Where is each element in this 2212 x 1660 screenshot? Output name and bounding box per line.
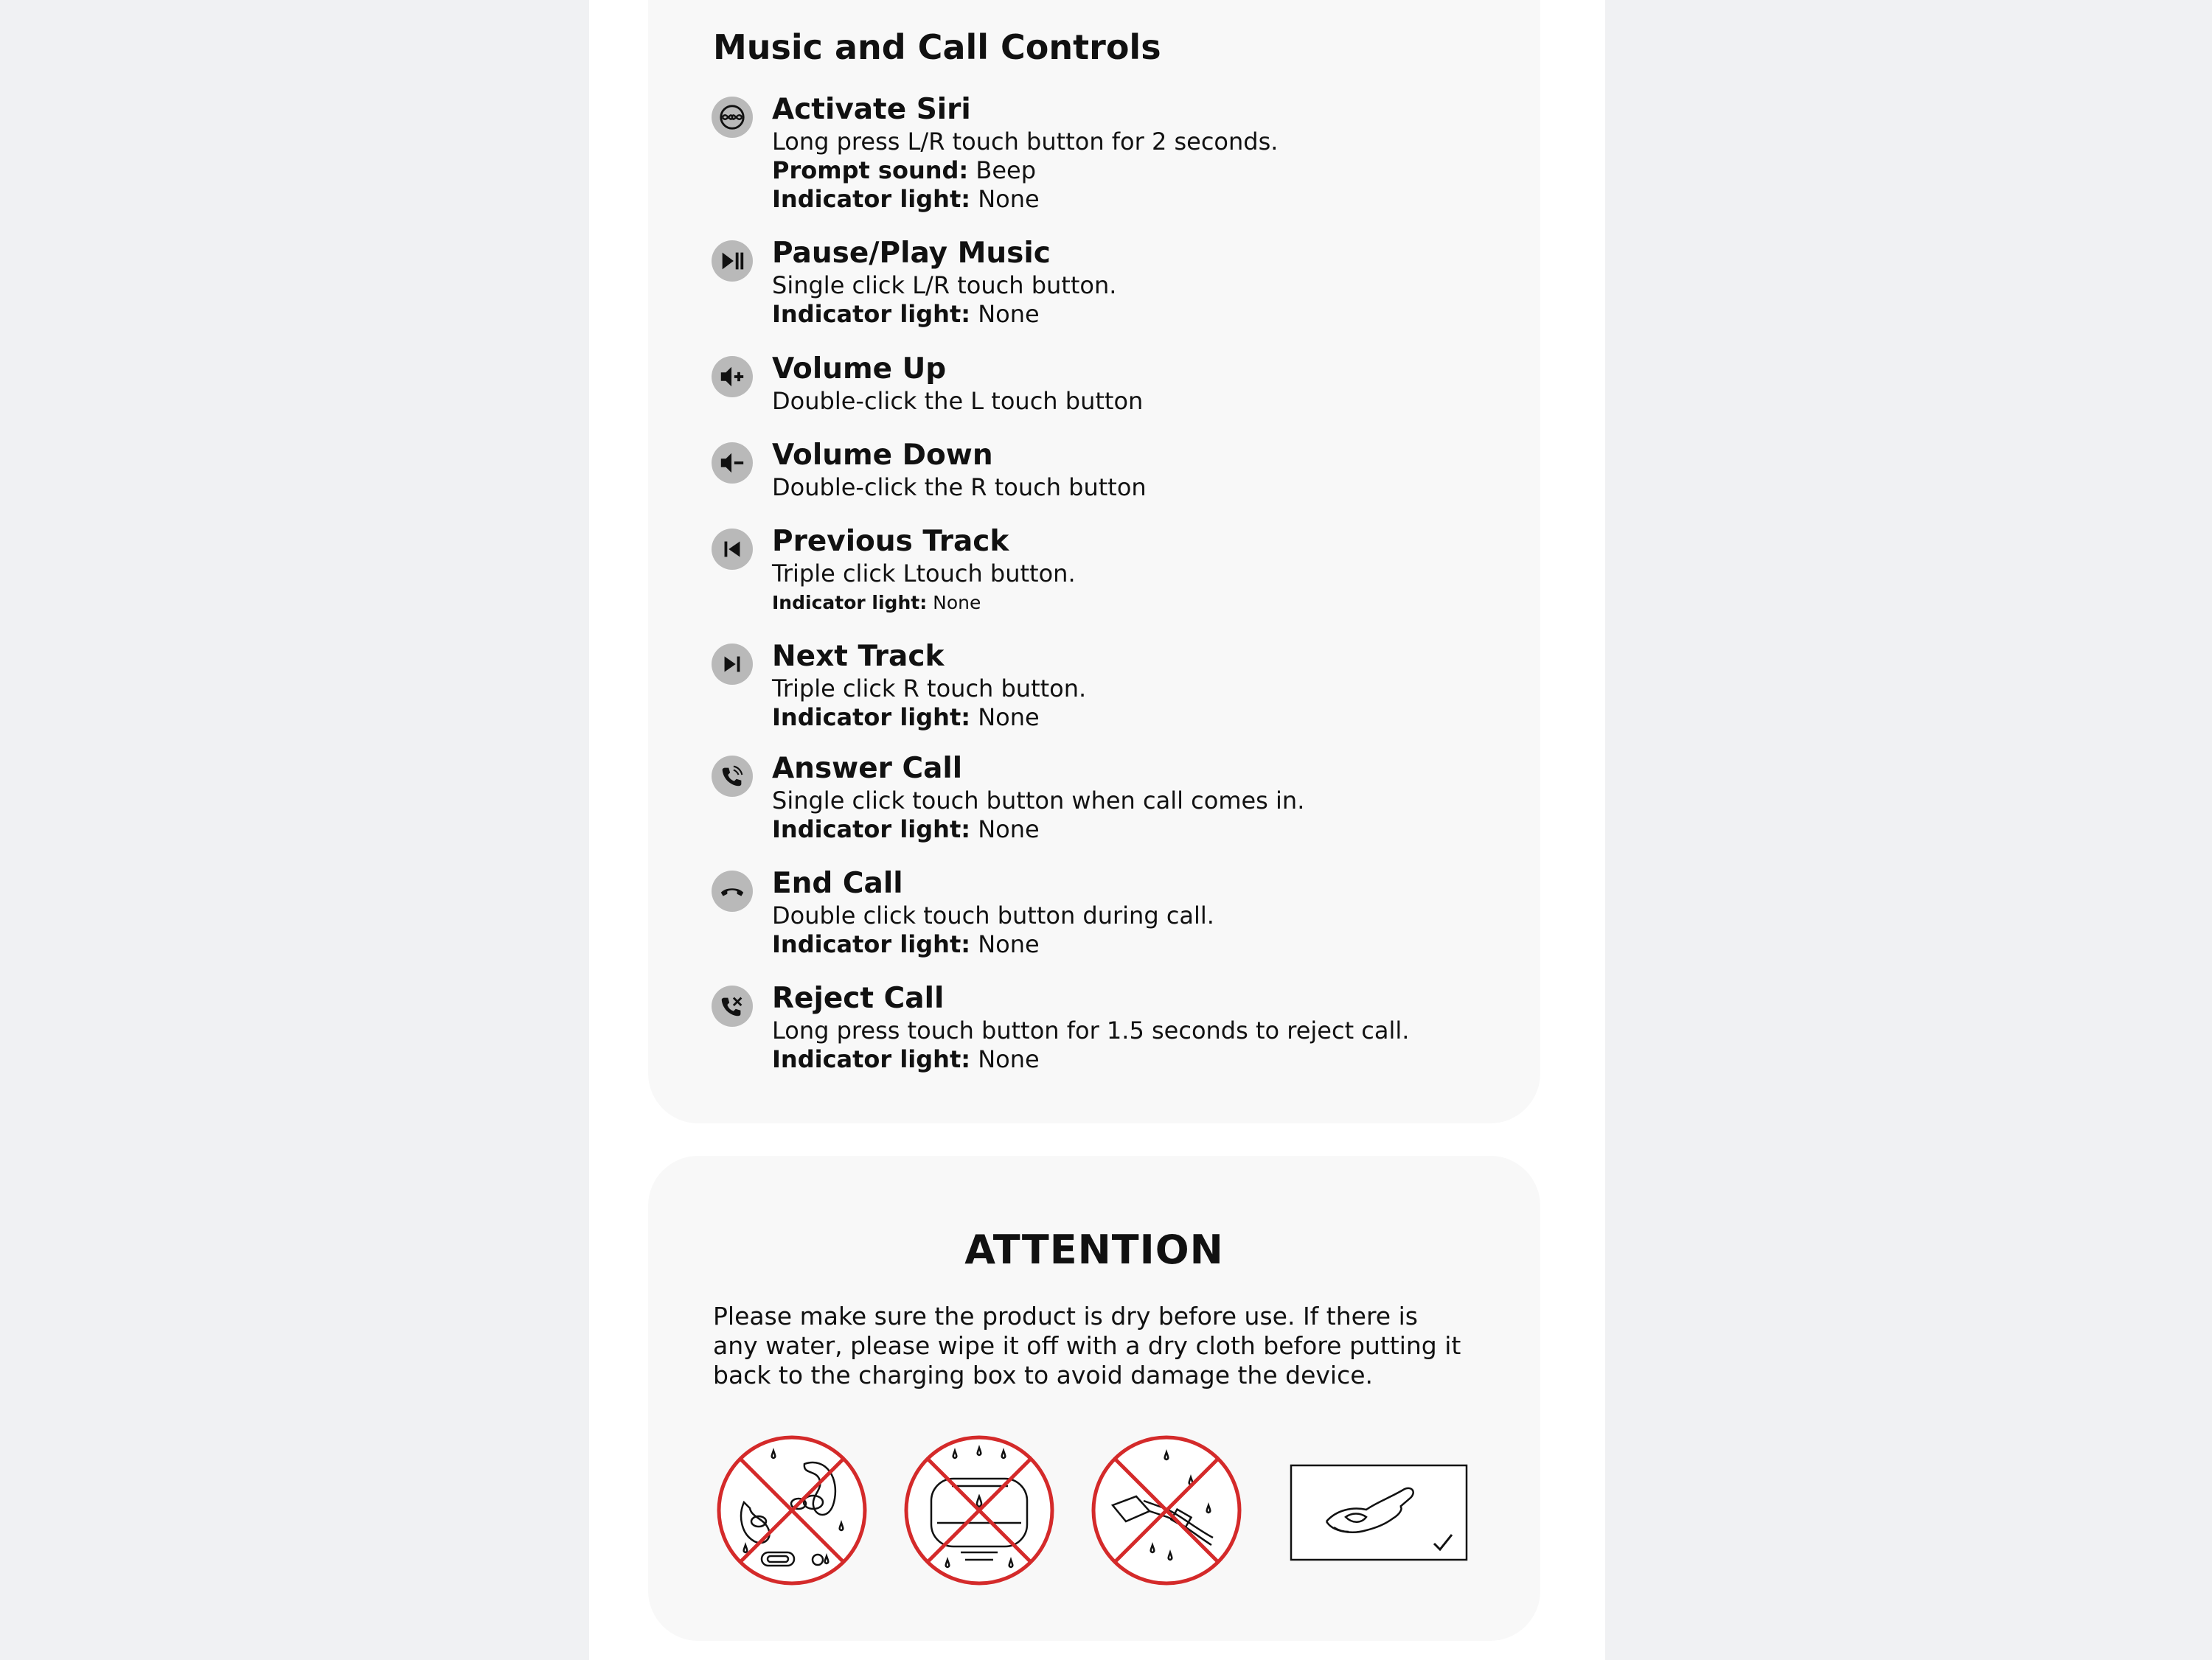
attention-card (648, 1156, 1540, 1641)
item-title: Previous Track (772, 525, 1009, 558)
indicator-light-line (772, 815, 1304, 844)
indicator-light-label: Indicator light: (772, 815, 971, 843)
item-title: Reject Call (772, 982, 945, 1015)
indicator-light-value: None (970, 703, 1040, 731)
next-track-icon (712, 644, 753, 685)
prompt-sound-label: Prompt sound: (772, 156, 969, 184)
volume-up-icon (712, 356, 753, 397)
item-title: End Call (772, 867, 903, 900)
indicator-light-line (772, 930, 1214, 959)
item-title: Volume Up (772, 352, 947, 386)
no-wet-cable-icon (1091, 1434, 1242, 1586)
indicator-light-value: None (970, 185, 1040, 213)
item-title: Answer Call (772, 752, 963, 785)
indicator-light-value: None (927, 592, 981, 613)
item-title: Pause/Play Music (772, 237, 1051, 270)
item-description: Double click touch button during call. (772, 902, 1214, 930)
item-title: Next Track (772, 640, 945, 673)
indicator-light-value: None (970, 815, 1040, 843)
attention-title: ATTENTION (964, 1227, 1224, 1273)
indicator-light-label: Indicator light: (772, 592, 928, 613)
indicator-light-line (772, 1045, 1409, 1074)
item-description: Double-click the R touch button (772, 473, 1147, 501)
item-description: Single click touch button when call comes in. (772, 787, 1305, 815)
indicator-light-label: Indicator light: (772, 703, 971, 731)
indicator-light-line (772, 185, 1278, 214)
previous-track-icon (712, 529, 753, 570)
item-title: Activate Siri (772, 93, 971, 126)
indicator-light-label: Indicator light: (772, 1045, 971, 1073)
section-title: Music and Call Controls (713, 27, 1161, 67)
item-description: Triple click Ltouch button. (772, 559, 1076, 587)
prompt-sound-line (772, 156, 1278, 185)
no-wet-earbuds-icon (716, 1434, 868, 1586)
prompt-sound-value: Beep (968, 156, 1037, 184)
indicator-light-label: Indicator light: (772, 300, 971, 328)
indicator-light-line (772, 703, 1086, 732)
siri-icon (712, 97, 753, 138)
indicator-light-line (772, 300, 1116, 329)
indicator-light-label: Indicator light: (772, 185, 971, 213)
answer-call-icon (712, 756, 753, 797)
page (589, 0, 1605, 1660)
controls-card (648, 0, 1540, 1123)
item-description: Triple click R touch button. (772, 674, 1087, 702)
item-title: Volume Down (772, 439, 993, 472)
indicator-light-value: None (970, 1045, 1040, 1073)
item-description: Long press L/R touch button for 2 seconds. (772, 128, 1279, 156)
end-call-icon (712, 871, 753, 912)
attention-text: Please make sure the product is dry before use. If there is any water, please wipe it off with a dry cloth before putting it back to the charging box to avoid damage the device. (713, 1302, 1461, 1389)
volume-down-icon (712, 442, 753, 484)
wipe-dry-cloth-icon (1290, 1464, 1468, 1561)
item-description: Long press touch button for 1.5 seconds to reject call. (772, 1016, 1410, 1045)
play-pause-icon (712, 240, 753, 282)
item-description: Double-click the L touch button (772, 387, 1144, 415)
reject-call-icon (712, 986, 753, 1027)
indicator-light-value: None (970, 930, 1040, 958)
indicator-light-line (772, 588, 1076, 617)
indicator-light-value: None (970, 300, 1040, 328)
no-wet-charging-case-icon (903, 1434, 1055, 1586)
indicator-light-label: Indicator light: (772, 930, 971, 958)
item-description: Single click L/R touch button. (772, 271, 1117, 299)
